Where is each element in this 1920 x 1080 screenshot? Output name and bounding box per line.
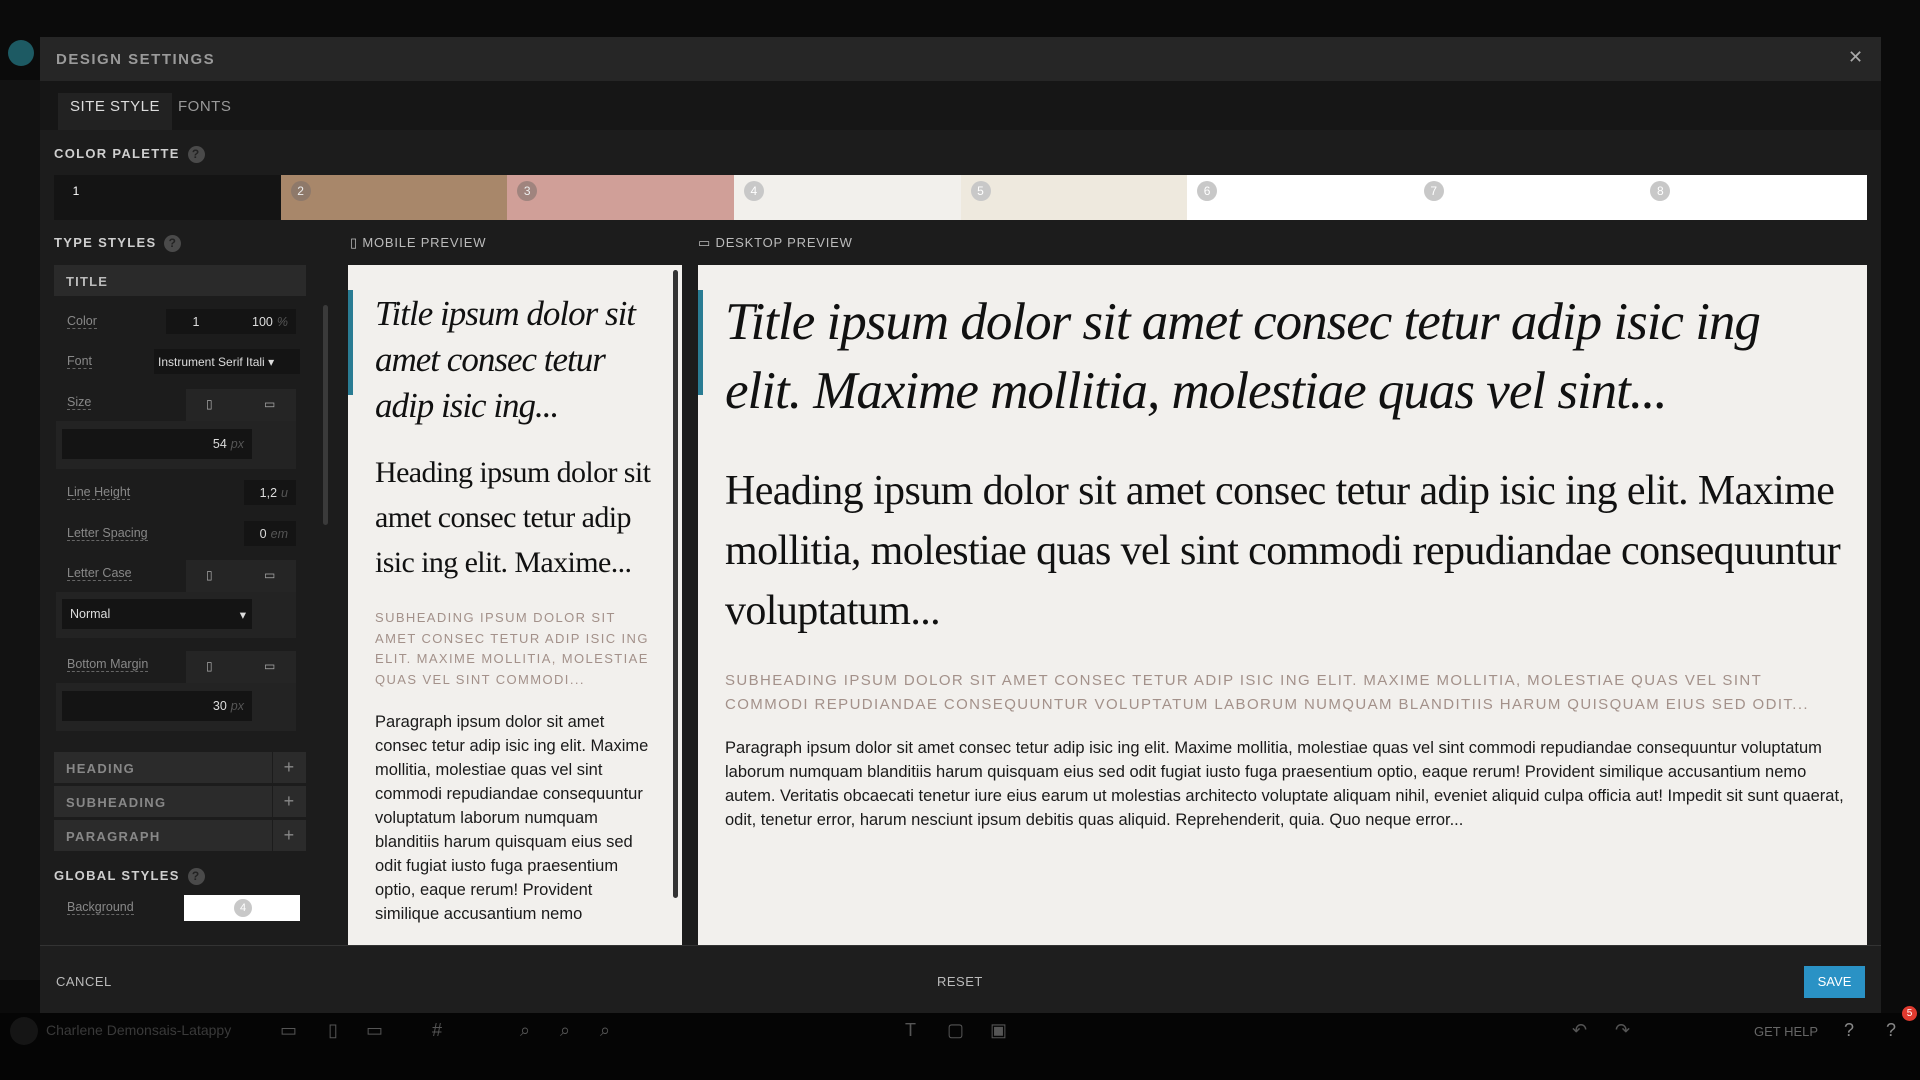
title-style-header[interactable]: TITLE: [54, 265, 306, 296]
mobile-subheading-sample[interactable]: SUBHEADING IPSUM DOLOR SIT AMET CONSEC TETUR ADIP ISIC ING ELIT. MAXIME MOLLITIA, MOLESTIAE QUAS VEL SINT COMMODI...: [375, 610, 649, 687]
help-icon[interactable]: ?: [188, 868, 205, 885]
help-icon[interactable]: ?: [164, 235, 181, 252]
add-image-icon[interactable]: ▣: [990, 1020, 1008, 1040]
subheading-style-section[interactable]: [54, 786, 306, 817]
heading-style-section[interactable]: [54, 752, 306, 783]
type-styles-panel: [54, 265, 306, 945]
chevron-down-icon: ▾: [268, 355, 275, 369]
desktop-icon[interactable]: ▭: [264, 659, 276, 673]
swatch-number: 1: [72, 184, 80, 198]
tab-bar: [40, 81, 1881, 130]
zoom-in-icon[interactable]: ⌕: [600, 1020, 611, 1040]
mobile-title-sample[interactable]: Title ipsum dolor sit amet consec tetur adip isic ing...: [375, 294, 636, 425]
global-styles-label: GLOBAL STYLES: [54, 868, 180, 883]
font-label: Font: [67, 354, 93, 368]
letter-spacing-value: 0: [259, 527, 267, 541]
add-block-icon[interactable]: ▢: [947, 1020, 965, 1040]
save-button[interactable]: SAVE: [1804, 966, 1865, 998]
color-palette-heading: [54, 146, 205, 163]
desktop-subheading-sample[interactable]: SUBHEADING IPSUM DOLOR SIT AMET CONSEC TETUR ADIP ISIC ING ELIT. MAXIME MOLLITIA, MOLESTIAE QUAS VEL SINT COMMODI REPUDIANDAE CONSEQUUNTUR VOLUPTATUM LABORUM NUMQUAM BLANDITIIS HARUM QUISQUAM EIUS SED ODIT...: [725, 672, 1809, 713]
color-palette: [54, 175, 1867, 220]
letter-spacing-unit: em: [270, 527, 288, 541]
line-height-unit: u: [281, 486, 288, 500]
color-palette-label: COLOR PALETTE: [54, 146, 180, 161]
tab-fonts[interactable]: FONTS: [178, 98, 232, 115]
user-name: Charlene Demonsais-Latappy: [46, 1022, 232, 1038]
modal-title: DESIGN SETTINGS: [56, 51, 216, 68]
size-label: Size: [67, 395, 92, 409]
desktop-heading-sample[interactable]: Heading ipsum dolor sit amet consec tetur adip isic ing elit. Maxime mollitia, molestiae quas vel sint commodi repudiandae consequuntur voluptatum...: [725, 468, 1841, 634]
app-logo: [8, 40, 34, 66]
letter-spacing-label: Letter Spacing: [67, 526, 148, 540]
heading-section-label: HEADING: [66, 761, 136, 776]
mobile-icon[interactable]: ▯: [206, 397, 213, 411]
line-height-value: 1,2: [259, 486, 278, 500]
add-text-icon[interactable]: T: [905, 1020, 916, 1040]
letter-case-value: Normal: [70, 607, 111, 621]
global-styles-heading: [54, 868, 205, 885]
size-input[interactable]: [62, 429, 252, 459]
swatch-number: 5: [971, 181, 991, 201]
mobile-preview: [348, 265, 682, 945]
avatar[interactable]: [10, 1017, 38, 1045]
desktop-icon: ▭: [698, 235, 716, 250]
settings-scrollbar[interactable]: [323, 305, 328, 525]
font-value: Instrument Serif Itali: [158, 355, 265, 369]
palette-swatch-1[interactable]: [54, 175, 281, 220]
reset-button[interactable]: RESET: [937, 974, 983, 989]
bottom-margin-input[interactable]: [62, 691, 252, 721]
zoom-reset-icon[interactable]: ⌕: [560, 1020, 571, 1040]
palette-swatch-8[interactable]: [1640, 175, 1867, 220]
bottom-margin-value: 30: [212, 699, 227, 713]
opacity-value: 100: [252, 315, 273, 329]
desktop-paragraph-sample[interactable]: Paragraph ipsum dolor sit amet consec tetur adip isic ing elit. Maxime mollitia, molestiae quas vel sint commodi repudiandae consequuntur voluptatum laborum numquam blanditiis harum quisquam eius sed odit fugiat iusto fuga praesentium optio, eaque rerum! Provident similique accusantium nemo autem. Veritatis obcaecati tenetur iure eius earum ut molestias architecto voluptate aliquam nihil, eveniet aliquid culpa officia aut! Impedit sit sunt quaerat, odit, tenetur error, harum nesciunt ipsum debitis quas aliquid. Reprehenderit, quia. Quo neque error...: [725, 739, 1844, 829]
device-toggle: [186, 560, 296, 592]
mobile-paragraph-sample[interactable]: Paragraph ipsum dolor sit amet consec tetur adip isic ing elit. Maxime mollitia, molestiae quas vel sint commodi repudiandae consequuntur voluptatum laborum numquam blanditiis harum quisquam eius sed odit fugiat iusto fuga praesentium optio, eaque rerum! Provident similique accusantium nemo: [375, 713, 649, 923]
undo-icon[interactable]: ↶: [1572, 1020, 1588, 1040]
desktop-view-icon[interactable]: ▭: [366, 1020, 384, 1040]
chevron-down-icon: ▾: [239, 608, 246, 622]
mobile-view-icon[interactable]: ▯: [328, 1020, 338, 1040]
line-height-input[interactable]: [244, 480, 296, 505]
mobile-preview-label: MOBILE PREVIEW: [362, 235, 487, 250]
desktop-preview: [698, 265, 1867, 945]
mobile-preview-scrollbar[interactable]: [673, 270, 678, 898]
plus-icon[interactable]: +: [272, 752, 306, 783]
paragraph-section-label: PARAGRAPH: [66, 829, 161, 844]
redo-icon[interactable]: ↷: [1615, 1020, 1631, 1040]
background-color-swatch[interactable]: [184, 895, 300, 921]
grid-icon[interactable]: #: [432, 1020, 443, 1040]
plus-icon[interactable]: +: [272, 786, 306, 817]
desktop-icon[interactable]: ▭: [264, 568, 276, 582]
close-icon[interactable]: ✕: [1848, 47, 1864, 67]
font-select[interactable]: [154, 349, 300, 374]
palette-swatch-5[interactable]: [961, 175, 1188, 220]
type-styles-label: TYPE STYLES: [54, 235, 157, 250]
background-color-index: 4: [234, 899, 252, 917]
desktop-preview-heading: [698, 235, 853, 251]
letter-case-select[interactable]: [62, 599, 252, 629]
swatch-number: 6: [1197, 181, 1217, 201]
desktop-icon[interactable]: ▭: [264, 397, 276, 411]
selected-style-indicator: [698, 290, 703, 395]
sidebar-backdrop: [0, 80, 40, 980]
mobile-preview-heading: [350, 235, 486, 251]
palette-swatch-2[interactable]: [281, 175, 508, 220]
letter-case-label: Letter Case: [67, 566, 132, 580]
color-label: Color: [67, 314, 97, 328]
zoom-out-icon[interactable]: ⌕: [520, 1020, 531, 1040]
swatch-number: 4: [744, 181, 764, 201]
tab-site-style[interactable]: SITE STYLE: [58, 93, 172, 130]
swatch-number: 2: [291, 181, 311, 201]
help-icon[interactable]: ?: [188, 146, 205, 163]
mobile-icon: ▯: [350, 235, 363, 250]
paragraph-style-section[interactable]: [54, 820, 306, 851]
help-docs-icon[interactable]: ?: [1844, 1020, 1855, 1040]
bottom-margin-label: Bottom Margin: [67, 657, 149, 671]
opacity-unit: %: [276, 315, 288, 329]
desktop-title-sample[interactable]: Title ipsum dolor sit amet consec tetur adip isic ing elit. Maxime mollitia, molestiae quas vel sint...: [725, 293, 1760, 420]
selected-style-indicator: [348, 290, 353, 395]
notification-badge: 5: [1902, 1006, 1917, 1021]
mobile-icon[interactable]: ▯: [206, 659, 213, 673]
cancel-button[interactable]: CANCEL: [56, 974, 112, 989]
device-toggle: [186, 389, 296, 421]
opacity-input[interactable]: [226, 309, 296, 334]
size-unit: px: [230, 437, 244, 451]
mobile-icon[interactable]: ▯: [206, 568, 213, 582]
responsive-view-icon[interactable]: ▭: [280, 1020, 298, 1040]
support-chat-icon[interactable]: ?: [1886, 1020, 1897, 1040]
desktop-preview-label: DESKTOP PREVIEW: [715, 235, 853, 250]
color-index-input[interactable]: 1: [166, 309, 226, 334]
mobile-heading-sample[interactable]: Heading ipsum dolor sit amet consec tetur adip isic ing elit. Maxime...: [375, 456, 651, 579]
get-help-link[interactable]: GET HELP: [1754, 1024, 1819, 1039]
letter-spacing-input[interactable]: [244, 521, 296, 546]
plus-icon[interactable]: +: [272, 820, 306, 851]
palette-swatch-6[interactable]: [1187, 175, 1414, 220]
device-toggle: [186, 651, 296, 683]
modal-header: [40, 37, 1881, 81]
line-height-label: Line Height: [67, 485, 131, 499]
size-value: 54: [212, 437, 227, 451]
subheading-section-label: SUBHEADING: [66, 795, 167, 810]
swatch-number: 7: [1424, 181, 1444, 201]
palette-swatch-3[interactable]: [507, 175, 734, 220]
type-styles-heading: [54, 235, 181, 252]
bottom-margin-unit: px: [230, 699, 244, 713]
swatch-number: 3: [517, 181, 537, 201]
background-label: Background: [67, 900, 134, 914]
palette-swatch-4[interactable]: [734, 175, 961, 220]
swatch-number: 8: [1650, 181, 1670, 201]
palette-swatch-7[interactable]: [1414, 175, 1641, 220]
